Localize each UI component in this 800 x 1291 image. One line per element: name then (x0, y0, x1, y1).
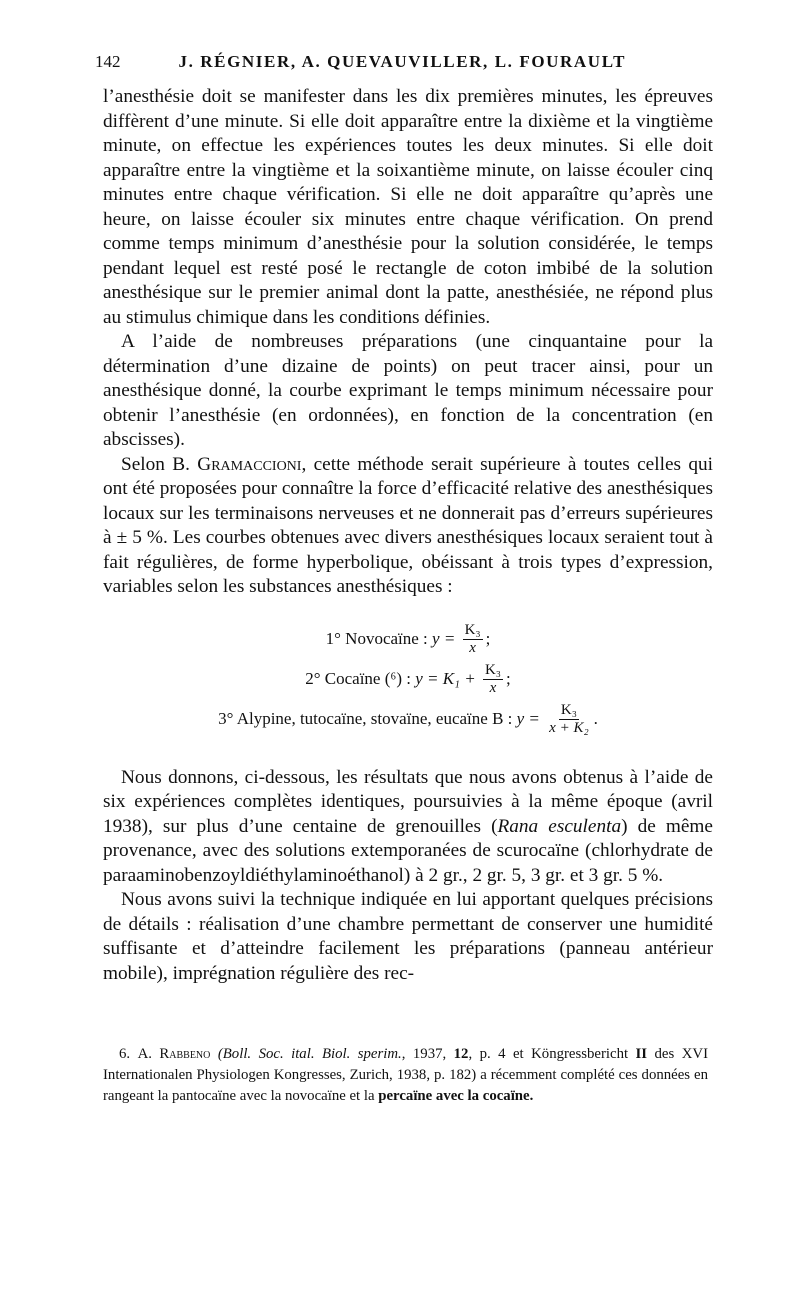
formula-label: 1° Novocaïne : (325, 629, 433, 649)
footnote-text-3: des XVI Internationalen Physiologen Kongresses, Zurich, 1938, p. 182) a récemment complété ces données en rangeant la pantocaïne avec la novocaïne et la (103, 1046, 708, 1104)
formula-lhs: y = (432, 629, 460, 649)
running-header (95, 52, 670, 72)
formula-fraction (483, 662, 503, 697)
formula-label: 3° Alypine, tutocaïne, stovaïne, eucaïne B : (218, 709, 517, 729)
formula-fraction (547, 702, 591, 737)
fraction-numerator: K₃ (560, 702, 577, 718)
author-name-gramaccioni: Gramaccioni (197, 453, 302, 475)
paragraph-1: l’anesthésie doit se manifester dans les dix premières minutes, les épreuves diffèrent d’une minute. Si elle doit apparaître entre la dixième et la vingtième minute, on effectue les expériences toutes les deux minutes. Si elle doit apparaître entre la vingtième et la soixantième minute, on laisse écouler cinq minutes entre chaque vérification. Si elle ne doit apparaître qu’après une heure, on laisse écouler six minutes entre chaque vérification. On prend comme temps minimum d’anesthésie pour la solution considérée, le temps pendant lequel est resté posé le rectangle de coton imbibé de la solution anesthésique sur le premier animal dont la patte, anesthésiée, ne répond plus au stimulus chimique dans les conditions définies. (103, 86, 713, 328)
footnote (103, 1044, 708, 1107)
paragraph-5: Nous avons suivi la technique indiquée en lui apportant quelques précisions de détails : réalisation d’une chambre permettant de conserver une humidité suffisante et d’atteindre facilement les préparations (panneau antérieur mobile), imprégnation régulière des rec- (103, 889, 713, 984)
formula-tail: ; (485, 629, 491, 649)
p3-after: , cette méthode serait supérieure à toutes celles qui ont été proposées pour connaître la force d’efficacité relative des anesthésiques locaux sur les terminaisons nerveuses et ne donnerait pas d’erreurs supérieures à ± 5 %. Les courbes obtenues avec divers anesthésiques locaux seraient tout à fait régulières, de forme hyperbolique, obéissant à trois types d’expression, variables selon les substances anesthésiques : (103, 453, 713, 597)
formula-2 (103, 660, 713, 700)
formula-3 (103, 700, 713, 740)
paragraph-3 (103, 453, 713, 600)
fraction-numerator: K₃ (484, 662, 502, 678)
formula-lhs: y = K₁ + (415, 669, 480, 689)
formula-tail: ; (506, 669, 511, 689)
fraction-numerator: K₃ (464, 622, 481, 638)
footnote-roman: II (635, 1046, 648, 1062)
formula-1 (103, 620, 713, 660)
page-number: 142 (95, 52, 121, 71)
paragraph-2: A l’aide de nombreuses préparations (une cinquantaine pour la détermination d’une dizaine de points) on peut tracer ainsi, pour un anesthésique donné, la courbe exprimant le temps minimum nécessaire pour obtenir l’anesthésie (en ordonnées), en fonction de la concentration (en abscisses). (103, 331, 713, 450)
footnote-text-1: , 1937, (401, 1046, 454, 1062)
footnote-number: 6. (119, 1046, 131, 1062)
footnote-journal: (Boll. Soc. ital. Biol. sperim. (217, 1046, 402, 1062)
formula-label: 2° Cocaïne (⁶) : (305, 669, 416, 689)
footnote-bold-end: percaïne avec la cocaïne. (378, 1088, 534, 1104)
paragraph-4 (103, 766, 713, 889)
body-text (103, 85, 713, 986)
footnote-text-2: , p. 4 et Köngressbericht (468, 1046, 636, 1062)
formula-tail: . (593, 709, 598, 729)
footnote-author: A. Rabbeno (137, 1046, 211, 1062)
species-name: Rana esculenta (497, 815, 622, 837)
formula-lhs: y = (516, 709, 545, 729)
fraction-denominator: x (489, 680, 497, 696)
p4-after: ) de même provenance, avec des solutions extemporanées de scurocaïne (chlorhydrate de paraaminobenzoyldiéthylaminoéthanol) à 2 gr., 2 gr. 5, 3 gr. et 3 gr. 5 %. (103, 815, 713, 886)
formula-fraction (463, 622, 483, 657)
fraction-denominator: x + K₂ (549, 720, 589, 736)
p4-before: Nous donnons, ci-dessous, les résultats que nous avons obtenus à l’aide de six expériences complètes identiques, poursuivies à la même époque (avril 1938), sur plus d’une centaine de grenouilles ( (103, 766, 713, 837)
p3-before: Selon B. (121, 453, 198, 475)
footnote-volume: 12 (453, 1046, 469, 1062)
formula-block (103, 620, 713, 740)
fraction-denominator: x (469, 640, 476, 656)
header-authors: J. RÉGNIER, A. QUEVAUVILLER, L. FOURAULT (178, 52, 627, 71)
